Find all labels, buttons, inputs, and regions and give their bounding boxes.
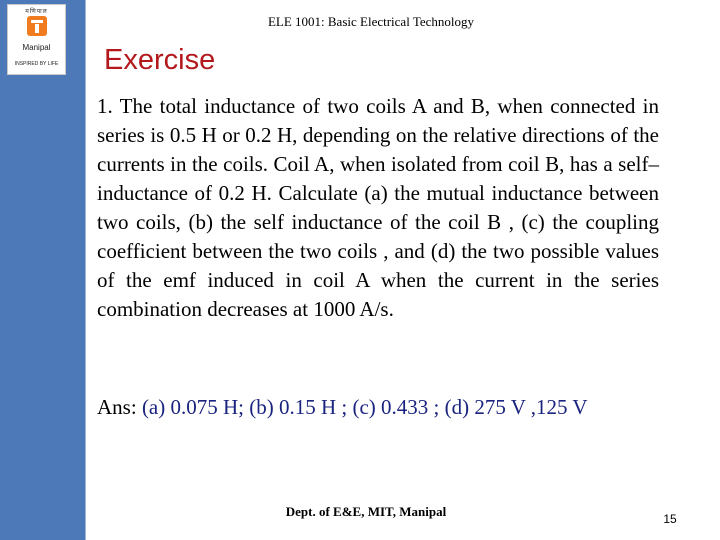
manipal-logo bbox=[7, 4, 66, 75]
answer-line bbox=[97, 393, 672, 422]
answer-label: Ans: bbox=[97, 395, 142, 419]
logo-script-text: मणिपाल bbox=[25, 8, 48, 15]
sidebar-divider bbox=[85, 0, 86, 540]
manipal-emblem-icon bbox=[27, 16, 47, 36]
course-title: ELE 1001: Basic Electrical Technology bbox=[267, 14, 475, 29]
left-sidebar-band bbox=[0, 0, 85, 540]
answer-values: (a) 0.075 H; (b) 0.15 H ; (c) 0.433 ; (d) 275 V ,125 V bbox=[141, 395, 588, 419]
problem-text: 1. The total inductance of two coils A and B, when connected in series is 0.5 H or 0.2 H, depending on the relative directions of the currents in the coils. Coil A, when isolated from coil B, has a self–inductance of 0.2 H. Calculate (a) the mutual inductance between two coils, (b) the self inductance of the coil B , (c) the coupling coefficient between the two coils , and (d) the two possible values of the emf induced in coil A when the current in the series combination decreases at 1000 A/s. bbox=[97, 94, 659, 321]
logo-tagline: INSPIRED BY LIFE bbox=[14, 61, 59, 67]
footer-dept: Dept. of E&E, MIT, Manipal bbox=[285, 504, 447, 519]
slide-title: Exercise bbox=[104, 44, 216, 76]
logo-name: Manipal bbox=[22, 43, 51, 52]
page-number: 15 bbox=[663, 512, 677, 526]
